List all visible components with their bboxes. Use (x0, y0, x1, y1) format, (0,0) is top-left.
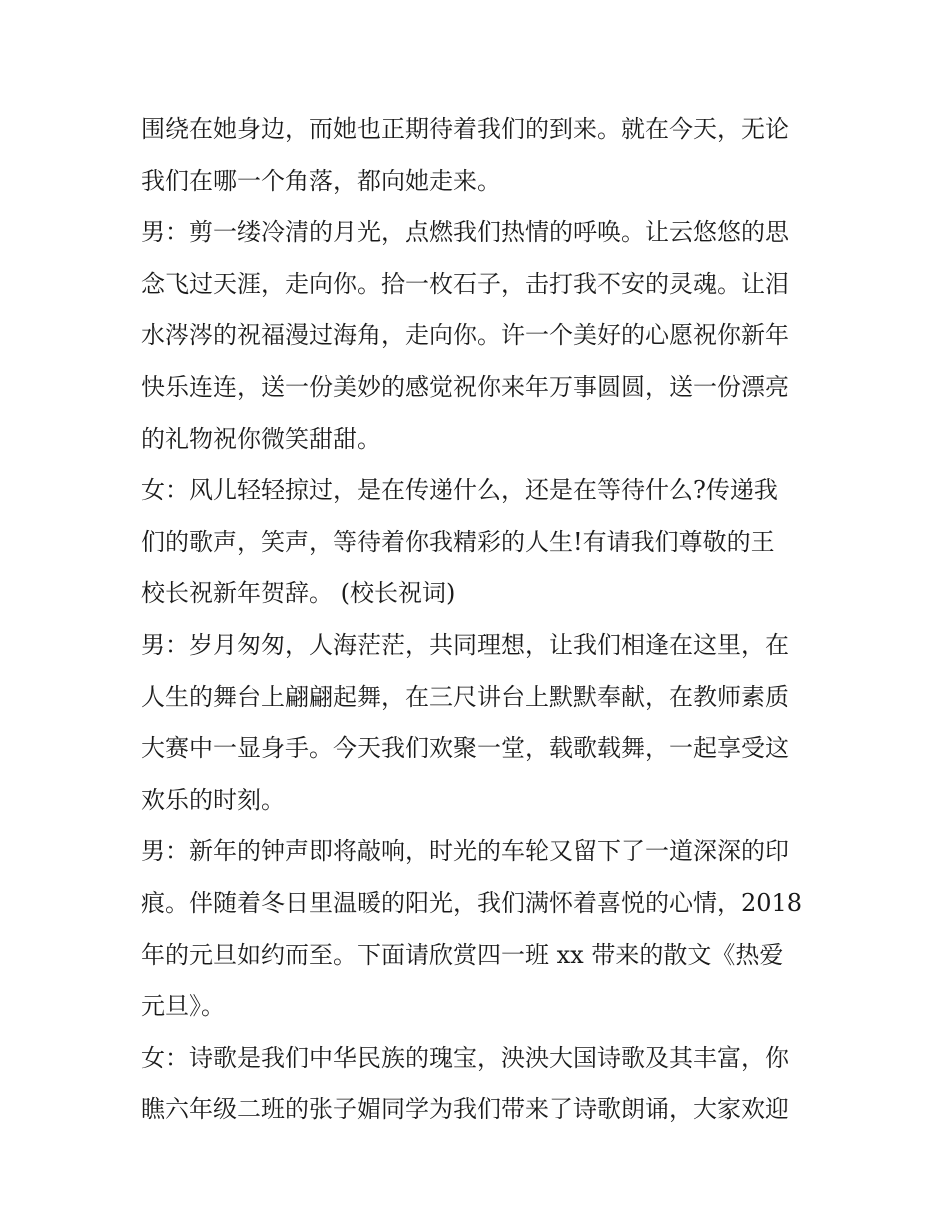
text-line: 念飞过天涯，走向你。拾一枚石子，击打我不安的灵魂。让泪 (141, 269, 789, 298)
text-line: 水涔涔的祝福漫过海角，走向你。许一个美好的心愿祝你新年 (141, 321, 789, 350)
text-line: 瞧六年级二班的张子媚同学为我们带来了诗歌朗诵，大家欢迎 (141, 1095, 789, 1124)
text-line: 男：岁月匆匆，人海茫茫，共同理想，让我们相逢在这里，在 (141, 630, 789, 659)
text-line: 大赛中一显身手。今天我们欢聚一堂，载歌载舞，一起享受这 (141, 734, 789, 763)
text-line: 快乐连连，送一份美妙的感觉祝你来年万事圆圆，送一份漂亮 (141, 372, 789, 401)
text-line: 元旦》。 (141, 992, 225, 1021)
document-body (141, 104, 817, 1136)
text-line: 女：风儿轻轻掠过，是在传递什么，还是在等待什么?传递我 (141, 476, 778, 505)
text-line: 人生的舞台上翩翩起舞，在三尺讲台上默默奉献，在教师素质 (141, 682, 789, 711)
text-line: 的礼物祝你微笑甜甜。 (141, 424, 381, 453)
text-line: 痕。伴随着冬日里温暖的阳光，我们满怀着喜悦的心情，2018 (141, 888, 803, 917)
text-line: 女：诗歌是我们中华民族的瑰宝，泱泱大国诗歌及其丰富，你 (141, 1043, 789, 1072)
text-line: 年的元旦如约而至。下面请欣赏四一班 xx 带来的散文《热爱 (141, 940, 784, 969)
text-line: 欢乐的时刻。 (141, 785, 285, 814)
text-line: 们的歌声，笑声，等待着你我精彩的人生!有请我们尊敬的王 (141, 527, 775, 556)
text-line: 校长祝新年贺辞。 (校长祝词) (141, 579, 456, 608)
text-line: 男：新年的钟声即将敲响，时光的车轮又留下了一道深深的印 (141, 837, 789, 866)
text-line: 我们在哪一个角落，都向她走来。 (141, 166, 501, 195)
text-line: 男：剪一缕冷清的月光，点燃我们热情的呼唤。让云悠悠的思 (141, 218, 789, 247)
text-line: 围绕在她身边，而她也正期待着我们的到来。就在今天，无论 (141, 115, 789, 143)
